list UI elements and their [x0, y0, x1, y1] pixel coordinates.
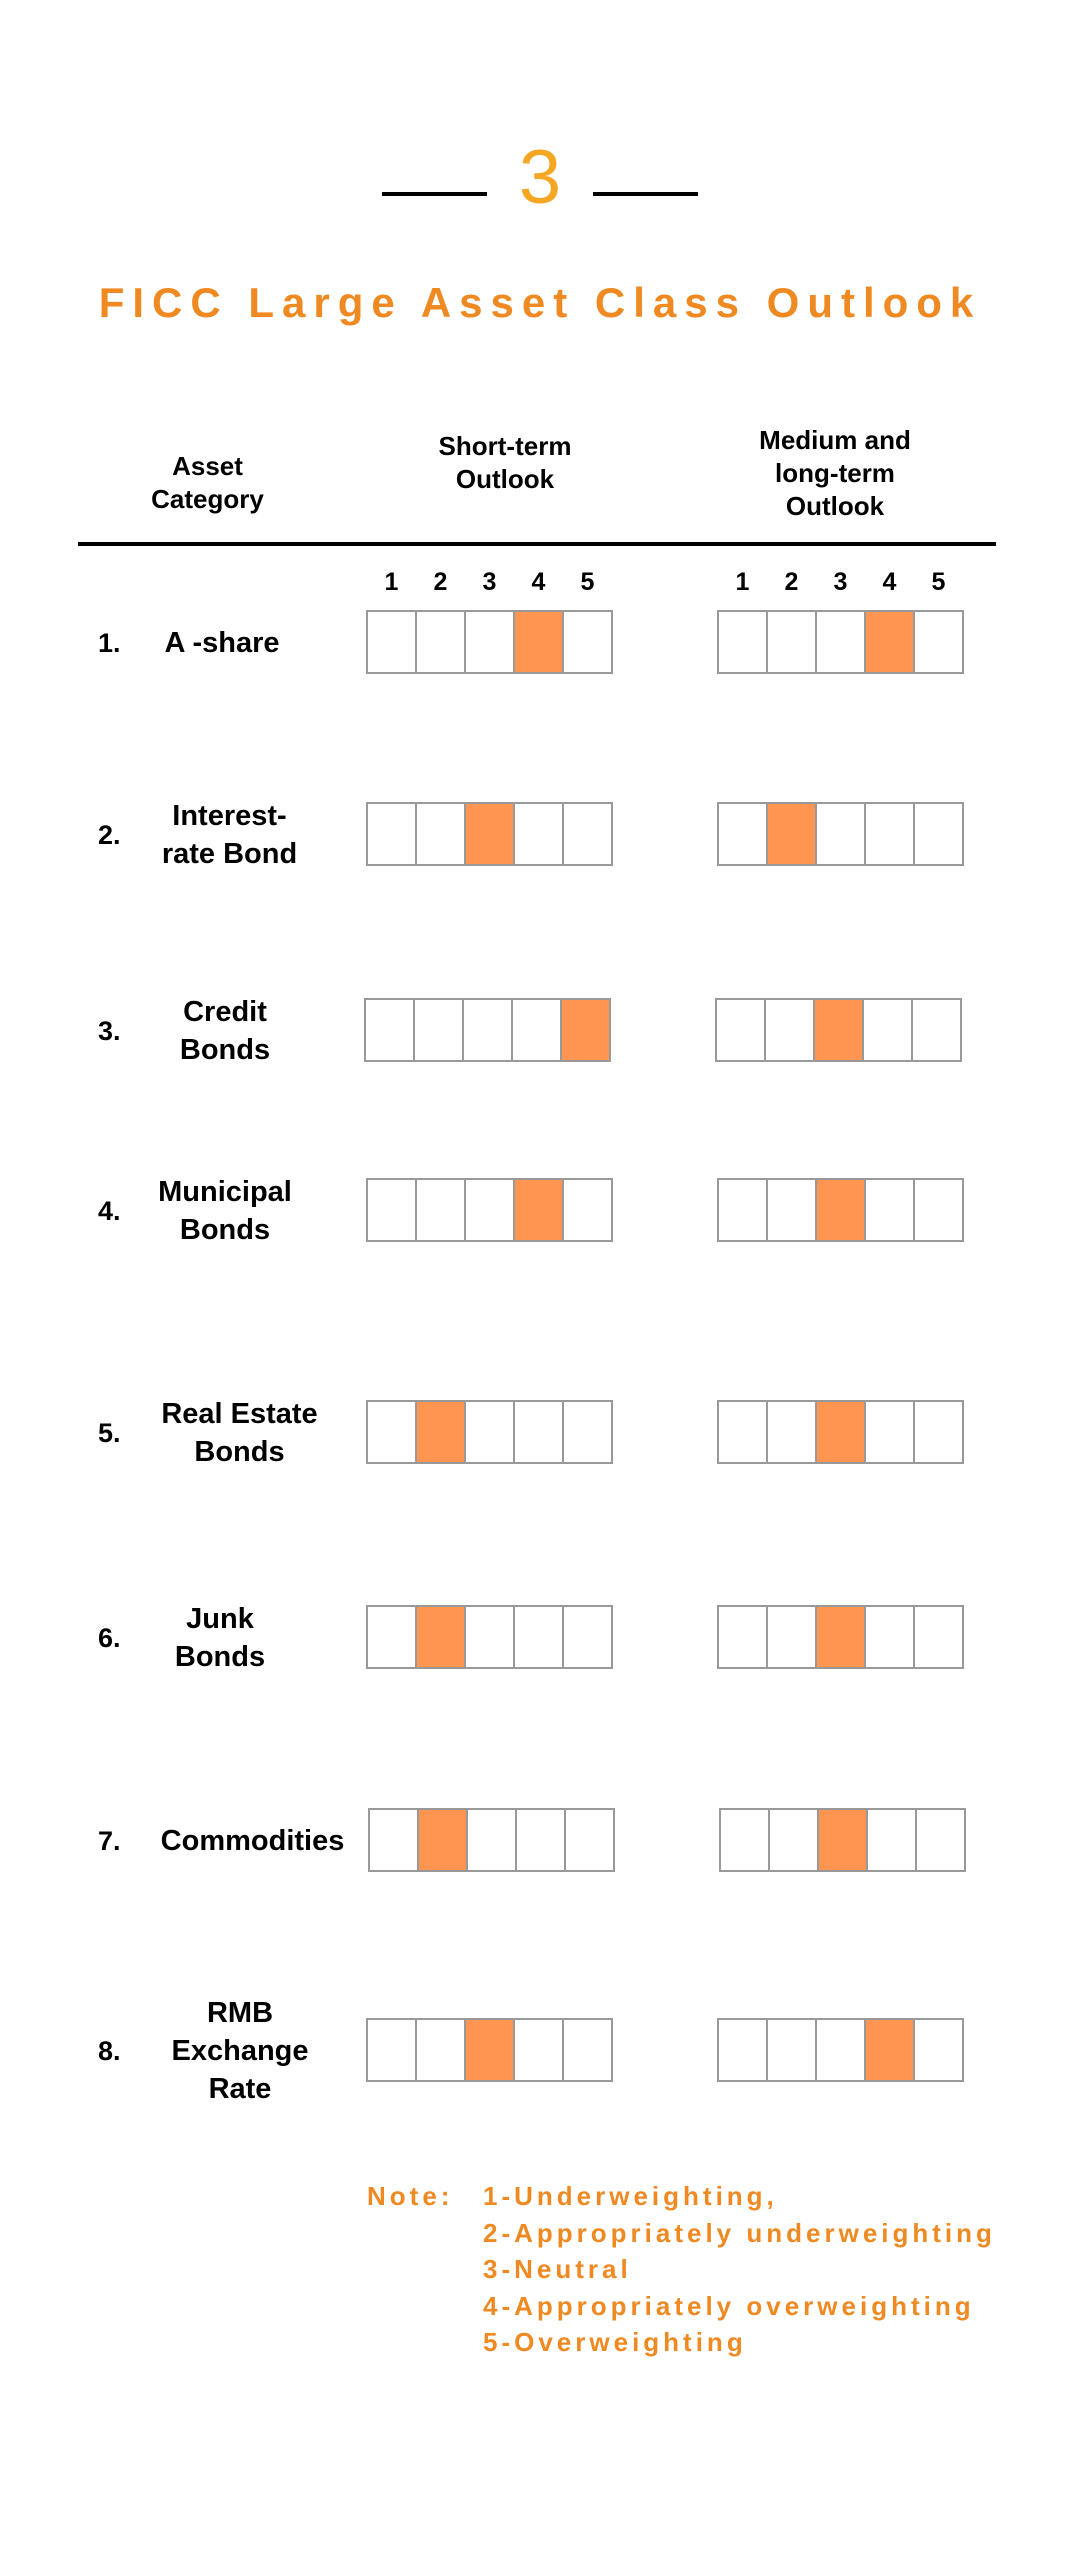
column-header-long-term: Medium and long-term Outlook	[759, 425, 911, 521]
rating-box	[366, 802, 417, 866]
long-term-rating	[717, 802, 972, 866]
rating-box	[562, 802, 613, 866]
rating-box	[717, 802, 768, 866]
rating-box	[513, 1400, 564, 1464]
rating-box-selected	[815, 1178, 866, 1242]
header-rule	[78, 542, 996, 546]
scale-label: 2	[784, 568, 799, 596]
rating-box	[464, 1400, 515, 1464]
row-label: A -share	[164, 627, 280, 659]
rating-box	[815, 2018, 866, 2082]
rating-box	[366, 1400, 417, 1464]
rating-box	[913, 2018, 964, 2082]
short-term-rating	[366, 1605, 621, 1669]
row-number: 8.	[98, 2035, 121, 2066]
scale-short-term	[366, 568, 621, 598]
long-term-rating	[717, 610, 972, 674]
long-term-rating	[717, 1400, 972, 1464]
rating-box	[513, 1605, 564, 1669]
rating-box	[913, 802, 964, 866]
short-term-rating	[366, 802, 621, 866]
note-item: 2-Appropriately underweighting	[483, 2217, 996, 2248]
rating-box	[913, 610, 964, 674]
rating-box	[719, 1808, 770, 1872]
rating-box-selected	[815, 1400, 866, 1464]
rating-box	[911, 998, 962, 1062]
rating-box	[464, 1178, 515, 1242]
note-lines	[483, 2178, 996, 2361]
rating-box	[913, 1178, 964, 1242]
asset-row-municipal-bonds	[0, 1178, 1080, 1244]
rating-box	[415, 2018, 466, 2082]
header-line-left	[382, 192, 487, 196]
row-label: Junk Bonds	[174, 1603, 266, 1673]
short-term-rating	[368, 1808, 623, 1872]
long-term-rating	[719, 1808, 974, 1872]
asset-row-commodities	[0, 1808, 1080, 1874]
rating-box	[366, 2018, 417, 2082]
rating-box-selected	[766, 802, 817, 866]
row-number: 2.	[98, 819, 121, 850]
rating-box	[815, 610, 866, 674]
scale-long-term	[717, 568, 972, 598]
rating-box	[864, 1400, 915, 1464]
rating-box	[562, 1605, 613, 1669]
scale-label: 4	[882, 568, 897, 596]
rating-box	[415, 610, 466, 674]
row-number: 4.	[98, 1195, 121, 1226]
asset-row-junk-bonds	[0, 1605, 1080, 1671]
rating-box-selected	[415, 1400, 466, 1464]
row-number: 3.	[98, 1015, 121, 1046]
rating-box	[913, 1605, 964, 1669]
scale-label: 1	[735, 568, 750, 596]
rating-box-selected	[415, 1605, 466, 1669]
rating-box	[815, 802, 866, 866]
row-label: Commodities	[160, 1825, 345, 1857]
note-item: 5-Overweighting	[483, 2327, 747, 2357]
row-label: Credit Bonds	[179, 996, 271, 1066]
rating-box-selected	[513, 1178, 564, 1242]
note-prefix: Note:	[367, 2181, 454, 2211]
short-term-rating	[366, 2018, 621, 2082]
rating-box	[766, 1178, 817, 1242]
column-header-asset: Asset Category	[151, 451, 264, 514]
rating-box	[766, 1605, 817, 1669]
row-number: 7.	[98, 1825, 121, 1856]
short-term-rating	[366, 1400, 621, 1464]
short-term-rating	[366, 610, 621, 674]
row-label: Real Estate Bonds	[161, 1398, 318, 1468]
row-number: 1.	[98, 627, 121, 658]
rating-box	[366, 1178, 417, 1242]
header-line-right	[593, 192, 698, 196]
rating-box	[717, 610, 768, 674]
rating-box	[866, 1808, 917, 1872]
rating-box	[766, 610, 817, 674]
rating-box	[562, 2018, 613, 2082]
rating-box-selected	[813, 998, 864, 1062]
rating-box-selected	[464, 802, 515, 866]
rating-box	[562, 610, 613, 674]
note-item: 1-Underweighting,	[483, 2181, 778, 2211]
short-term-rating	[366, 1178, 621, 1242]
row-label: Municipal Bonds	[158, 1176, 292, 1246]
rating-box	[511, 998, 562, 1062]
row-number: 5.	[98, 1417, 121, 1448]
short-term-rating	[364, 998, 619, 1062]
rating-box	[562, 1178, 613, 1242]
rating-box	[715, 998, 766, 1062]
rating-box-selected	[560, 998, 611, 1062]
rating-box	[768, 1808, 819, 1872]
asset-row-credit-bonds	[0, 998, 1080, 1064]
rating-box	[462, 998, 513, 1062]
page-title: FICC Large Asset Class Outlook	[98, 279, 982, 326]
scale-label: 2	[433, 568, 448, 596]
rating-box	[764, 998, 815, 1062]
rating-box	[366, 1605, 417, 1669]
rating-box-selected	[864, 2018, 915, 2082]
scale-label: 1	[384, 568, 399, 596]
asset-row-a-share	[0, 610, 1080, 676]
scale-label: 3	[833, 568, 848, 596]
note-item: 3-Neutral	[483, 2254, 632, 2284]
rating-box	[366, 610, 417, 674]
scale-label: 5	[931, 568, 946, 596]
rating-box	[513, 2018, 564, 2082]
rating-box	[564, 1808, 615, 1872]
rating-box	[915, 1808, 966, 1872]
rating-box	[415, 1178, 466, 1242]
scale-label: 4	[531, 568, 546, 596]
long-term-rating	[717, 2018, 972, 2082]
rating-box-selected	[417, 1808, 468, 1872]
scale-label: 5	[580, 568, 595, 596]
asset-row-real-estate-bonds	[0, 1400, 1080, 1466]
rating-box-selected	[464, 2018, 515, 2082]
rating-box	[415, 802, 466, 866]
asset-row-rmb-exchange-rate	[0, 1997, 1080, 2105]
rating-box	[862, 998, 913, 1062]
rating-box-selected	[864, 610, 915, 674]
rating-box	[717, 1178, 768, 1242]
scale-label: 3	[482, 568, 497, 596]
rating-box	[368, 1808, 419, 1872]
rating-box	[413, 998, 464, 1062]
rating-box	[466, 1808, 517, 1872]
row-number: 6.	[98, 1622, 121, 1653]
rating-box	[766, 2018, 817, 2082]
rating-box-selected	[815, 1605, 866, 1669]
rating-box	[864, 802, 915, 866]
rating-box	[717, 2018, 768, 2082]
long-term-rating	[717, 1605, 972, 1669]
section-number: 3	[518, 135, 562, 220]
rating-box	[717, 1605, 768, 1669]
note-item: 4-Appropriately overweighting	[483, 2290, 975, 2321]
row-label: RMB Exchange Rate	[171, 1997, 309, 2105]
rating-box	[464, 610, 515, 674]
rating-box-selected	[817, 1808, 868, 1872]
column-header-short-term: Short-term Outlook	[438, 431, 572, 494]
rating-box	[717, 1400, 768, 1464]
rating-box	[766, 1400, 817, 1464]
row-label: Interest-rate Bond	[161, 800, 298, 870]
rating-box	[913, 1400, 964, 1464]
rating-box	[864, 1178, 915, 1242]
rating-box	[864, 1605, 915, 1669]
rating-box	[464, 1605, 515, 1669]
asset-row-interest-rate-bond	[0, 802, 1080, 868]
rating-box	[515, 1808, 566, 1872]
rating-box	[364, 998, 415, 1062]
rating-box	[562, 1400, 613, 1464]
long-term-rating	[715, 998, 970, 1062]
rating-box-selected	[513, 610, 564, 674]
long-term-rating	[717, 1178, 972, 1242]
rating-box	[513, 802, 564, 866]
